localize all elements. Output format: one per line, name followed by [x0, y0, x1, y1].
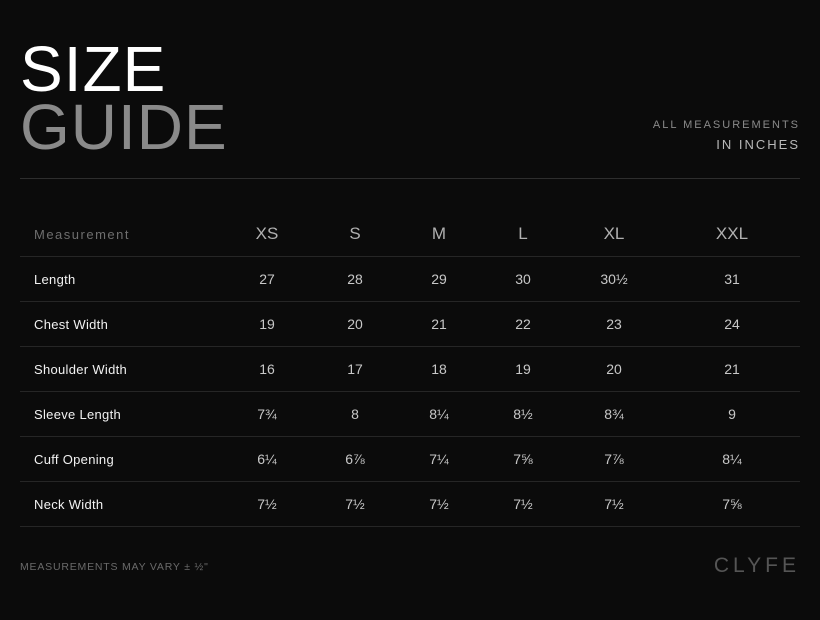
- title-line-guide: GUIDE: [20, 91, 228, 163]
- title-line-size: SIZE: [20, 33, 167, 105]
- cell-value: 31: [664, 257, 800, 302]
- cell-value: 7½: [314, 482, 396, 527]
- cell-value: 7¾: [220, 392, 314, 437]
- header-divider: [20, 178, 800, 179]
- cell-value: 21: [664, 347, 800, 392]
- cell-value: 7½: [482, 482, 564, 527]
- table-row-sleeve-length: [20, 392, 800, 437]
- row-label: Chest Width: [20, 302, 220, 347]
- column-header-measurement: Measurement: [20, 212, 220, 257]
- cell-value: 6¼: [220, 437, 314, 482]
- cell-value: 29: [396, 257, 482, 302]
- column-header-xxl: XXL: [664, 212, 800, 257]
- table-row-length: [20, 257, 800, 302]
- column-header-s: S: [314, 212, 396, 257]
- cell-value: 7½: [220, 482, 314, 527]
- cell-value: 20: [564, 347, 664, 392]
- cell-value: 7½: [396, 482, 482, 527]
- units-note: [653, 118, 800, 153]
- size-guide-page: [20, 0, 800, 620]
- cell-value: 23: [564, 302, 664, 347]
- units-note-line1: ALL MEASUREMENTS: [652, 119, 800, 131]
- cell-value: 7⅝: [664, 482, 800, 527]
- units-note-line2: IN INCHES: [716, 137, 800, 152]
- row-label: Cuff Opening: [20, 437, 220, 482]
- cell-value: 19: [482, 347, 564, 392]
- row-label: Sleeve Length: [20, 392, 220, 437]
- cell-value: 16: [220, 347, 314, 392]
- cell-value: 28: [314, 257, 396, 302]
- cell-value: 20: [314, 302, 396, 347]
- cell-value: 19: [220, 302, 314, 347]
- cell-value: 8½: [482, 392, 564, 437]
- table-row-neck-width: [20, 482, 800, 527]
- cell-value: 7¼: [396, 437, 482, 482]
- column-header-l: L: [482, 212, 564, 257]
- cell-value: 6⅞: [314, 437, 396, 482]
- row-label: Length: [20, 257, 220, 302]
- column-header-m: M: [396, 212, 482, 257]
- table-row-chest-width: [20, 302, 800, 347]
- table-header-row: [20, 212, 800, 257]
- column-header-xs: XS: [220, 212, 314, 257]
- cell-value: 8¼: [664, 437, 800, 482]
- cell-value: 8¼: [396, 392, 482, 437]
- cell-value: 17: [314, 347, 396, 392]
- table-row-shoulder-width: [20, 347, 800, 392]
- cell-value: 9: [664, 392, 800, 437]
- footer-note: MEASUREMENTS MAY VARY ± ½": [20, 561, 209, 573]
- cell-value: 24: [664, 302, 800, 347]
- row-label: Neck Width: [20, 482, 220, 527]
- column-header-xl: XL: [564, 212, 664, 257]
- table-row-cuff-opening: [20, 437, 800, 482]
- page-title: [20, 33, 228, 163]
- cell-value: 30½: [564, 257, 664, 302]
- cell-value: 8: [314, 392, 396, 437]
- cell-value: 7⅞: [564, 437, 664, 482]
- cell-value: 8¾: [564, 392, 664, 437]
- cell-value: 7½: [564, 482, 664, 527]
- cell-value: 30: [482, 257, 564, 302]
- cell-value: 21: [396, 302, 482, 347]
- size-table: [20, 212, 800, 527]
- cell-value: 7⅝: [482, 437, 564, 482]
- cell-value: 18: [396, 347, 482, 392]
- cell-value: 27: [220, 257, 314, 302]
- cell-value: 22: [482, 302, 564, 347]
- brand-logo: CLYFE: [713, 554, 800, 577]
- row-label: Shoulder Width: [20, 347, 220, 392]
